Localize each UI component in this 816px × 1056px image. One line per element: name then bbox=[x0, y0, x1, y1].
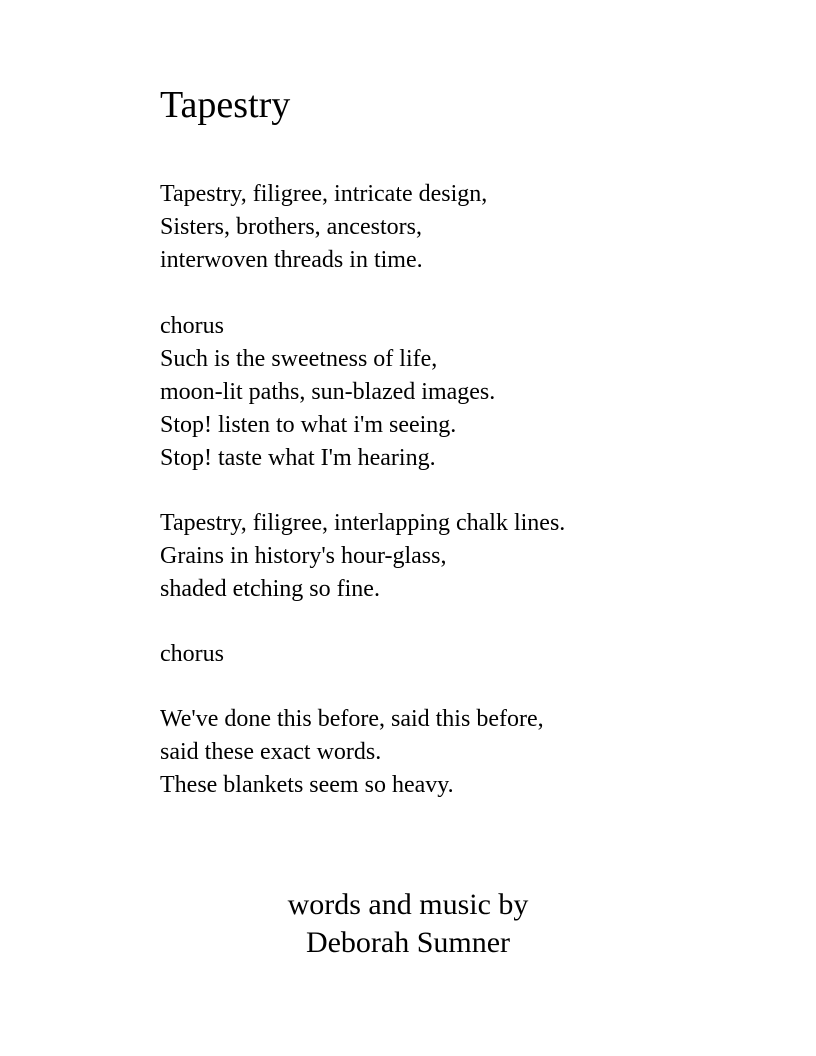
lyric-line: interwoven threads in time. bbox=[160, 247, 423, 273]
lyric-line: moon-lit paths, sun-blazed images. bbox=[160, 379, 496, 405]
stanza-3 bbox=[160, 507, 760, 606]
lyric-line: Sisters, brothers, ancestors, bbox=[160, 214, 422, 240]
lyric-line: said these exact words. bbox=[160, 739, 382, 765]
lyric-line: Tapestry, filigree, intricate design, bbox=[160, 181, 488, 207]
page-title: Tapestry bbox=[160, 84, 291, 126]
credit-block bbox=[0, 886, 816, 962]
stanza-4-chorus bbox=[160, 638, 760, 671]
lyric-line: Tapestry, filigree, interlapping chalk lines. bbox=[160, 510, 566, 536]
credit-line: words and music by bbox=[287, 888, 529, 921]
chorus-label: chorus bbox=[160, 313, 224, 339]
author-name: Deborah Sumner bbox=[305, 926, 511, 959]
lyric-line: shaded etching so fine. bbox=[160, 576, 380, 602]
stanza-5 bbox=[160, 703, 760, 802]
lyric-line: Stop! taste what I'm hearing. bbox=[160, 445, 436, 471]
lyric-line: Such is the sweetness of life, bbox=[160, 346, 438, 372]
lyric-line: Grains in history's hour-glass, bbox=[160, 543, 447, 569]
stanza-1 bbox=[160, 178, 760, 277]
chorus-label: chorus bbox=[160, 641, 224, 667]
lyric-line: These blankets seem so heavy. bbox=[160, 772, 454, 798]
stanza-2-chorus bbox=[160, 310, 760, 475]
lyric-line: We've done this before, said this before, bbox=[160, 706, 544, 732]
lyric-line: Stop! listen to what i'm seeing. bbox=[160, 412, 457, 438]
